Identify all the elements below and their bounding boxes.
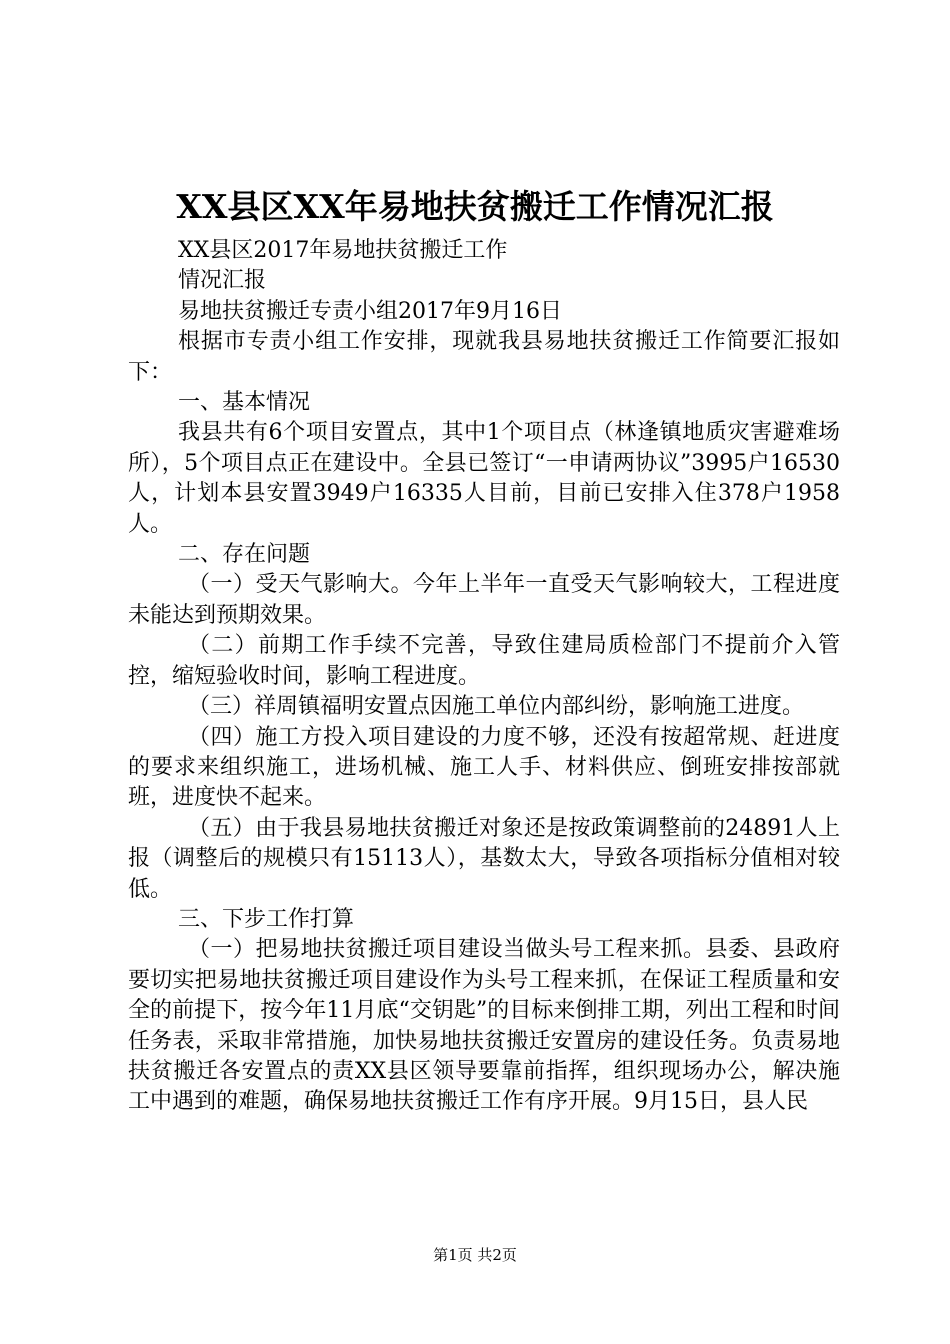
issuer-date-line: 易地扶贫搬迁专责小组2017年9月16日 xyxy=(178,298,562,324)
subtitle-line-2: 情况汇报 xyxy=(178,268,267,294)
basic-situation-paragraph: 我县共有6个项目安置点，其中1个项目点（林逢镇地质灾害避难场所），5个项目点正在建设中。全县已签订“一申请两协议”3995户16530人，计划本县安置3949户16335人目前，目前已安排入住378户1958人。 xyxy=(128,420,840,537)
intro-paragraph: 根据市专责小组工作安排，现就我县易地扶贫搬迁工作简要汇报如下： xyxy=(128,329,840,385)
document-body xyxy=(128,236,840,1118)
section-heading-basic: 一、基本情况 xyxy=(178,390,311,416)
problem-item-4: （四）施工方投入项目建设的力度不够，还没有按超常规、赶进度的要求来组织施工，进场机械、施工人手、材料供应、倒班安排按部就班，进度快不起来。 xyxy=(128,724,840,811)
page-number-footer: 第1页 共2页 xyxy=(433,1246,517,1264)
document-title: XX县区XX年易地扶贫搬迁工作情况汇报 xyxy=(176,187,774,226)
problem-item-1: （一）受天气影响大。今年上半年一直受天气影响较大，工程进度未能达到预期效果。 xyxy=(128,572,840,628)
next-step-item-1: （一）把易地扶贫搬迁项目建设当做头号工程来抓。县委、县政府要切实把易地扶贫搬迁项目建设作为头号工程来抓，在保证工程质量和安全的前提下，按今年11月底“交钥匙”的目标来倒排工期，列出工程和时间任务表，采取非常措施，加快易地扶贫搬迁安置房的建设任务。负责易地扶贫搬迁各安置点的责XX县区领导要靠前指挥，组织现场办公，解决施工中遇到的难题，确保易地扶贫搬迁工作有序开展。9月15日，县人民 xyxy=(128,937,840,1115)
section-heading-problems: 二、存在问题 xyxy=(178,542,311,568)
subtitle-line-1: XX县区2017年易地扶贫搬迁工作 xyxy=(178,238,508,263)
section-heading-next-steps: 三、下步工作打算 xyxy=(178,906,355,932)
problem-item-2: （二）前期工作手续不完善，导致住建局质检部门不提前介入管控，缩短验收时间，影响工程进度。 xyxy=(128,633,840,689)
problem-item-5: （五）由于我县易地扶贫搬迁对象还是按政策调整前的24891人上报（调整后的规模只有15113人），基数太大，导致各项指标分值相对较低。 xyxy=(128,815,840,902)
problem-item-3: （三）祥周镇福明安置点因施工单位内部纠纷，影响施工进度。 xyxy=(188,694,805,720)
